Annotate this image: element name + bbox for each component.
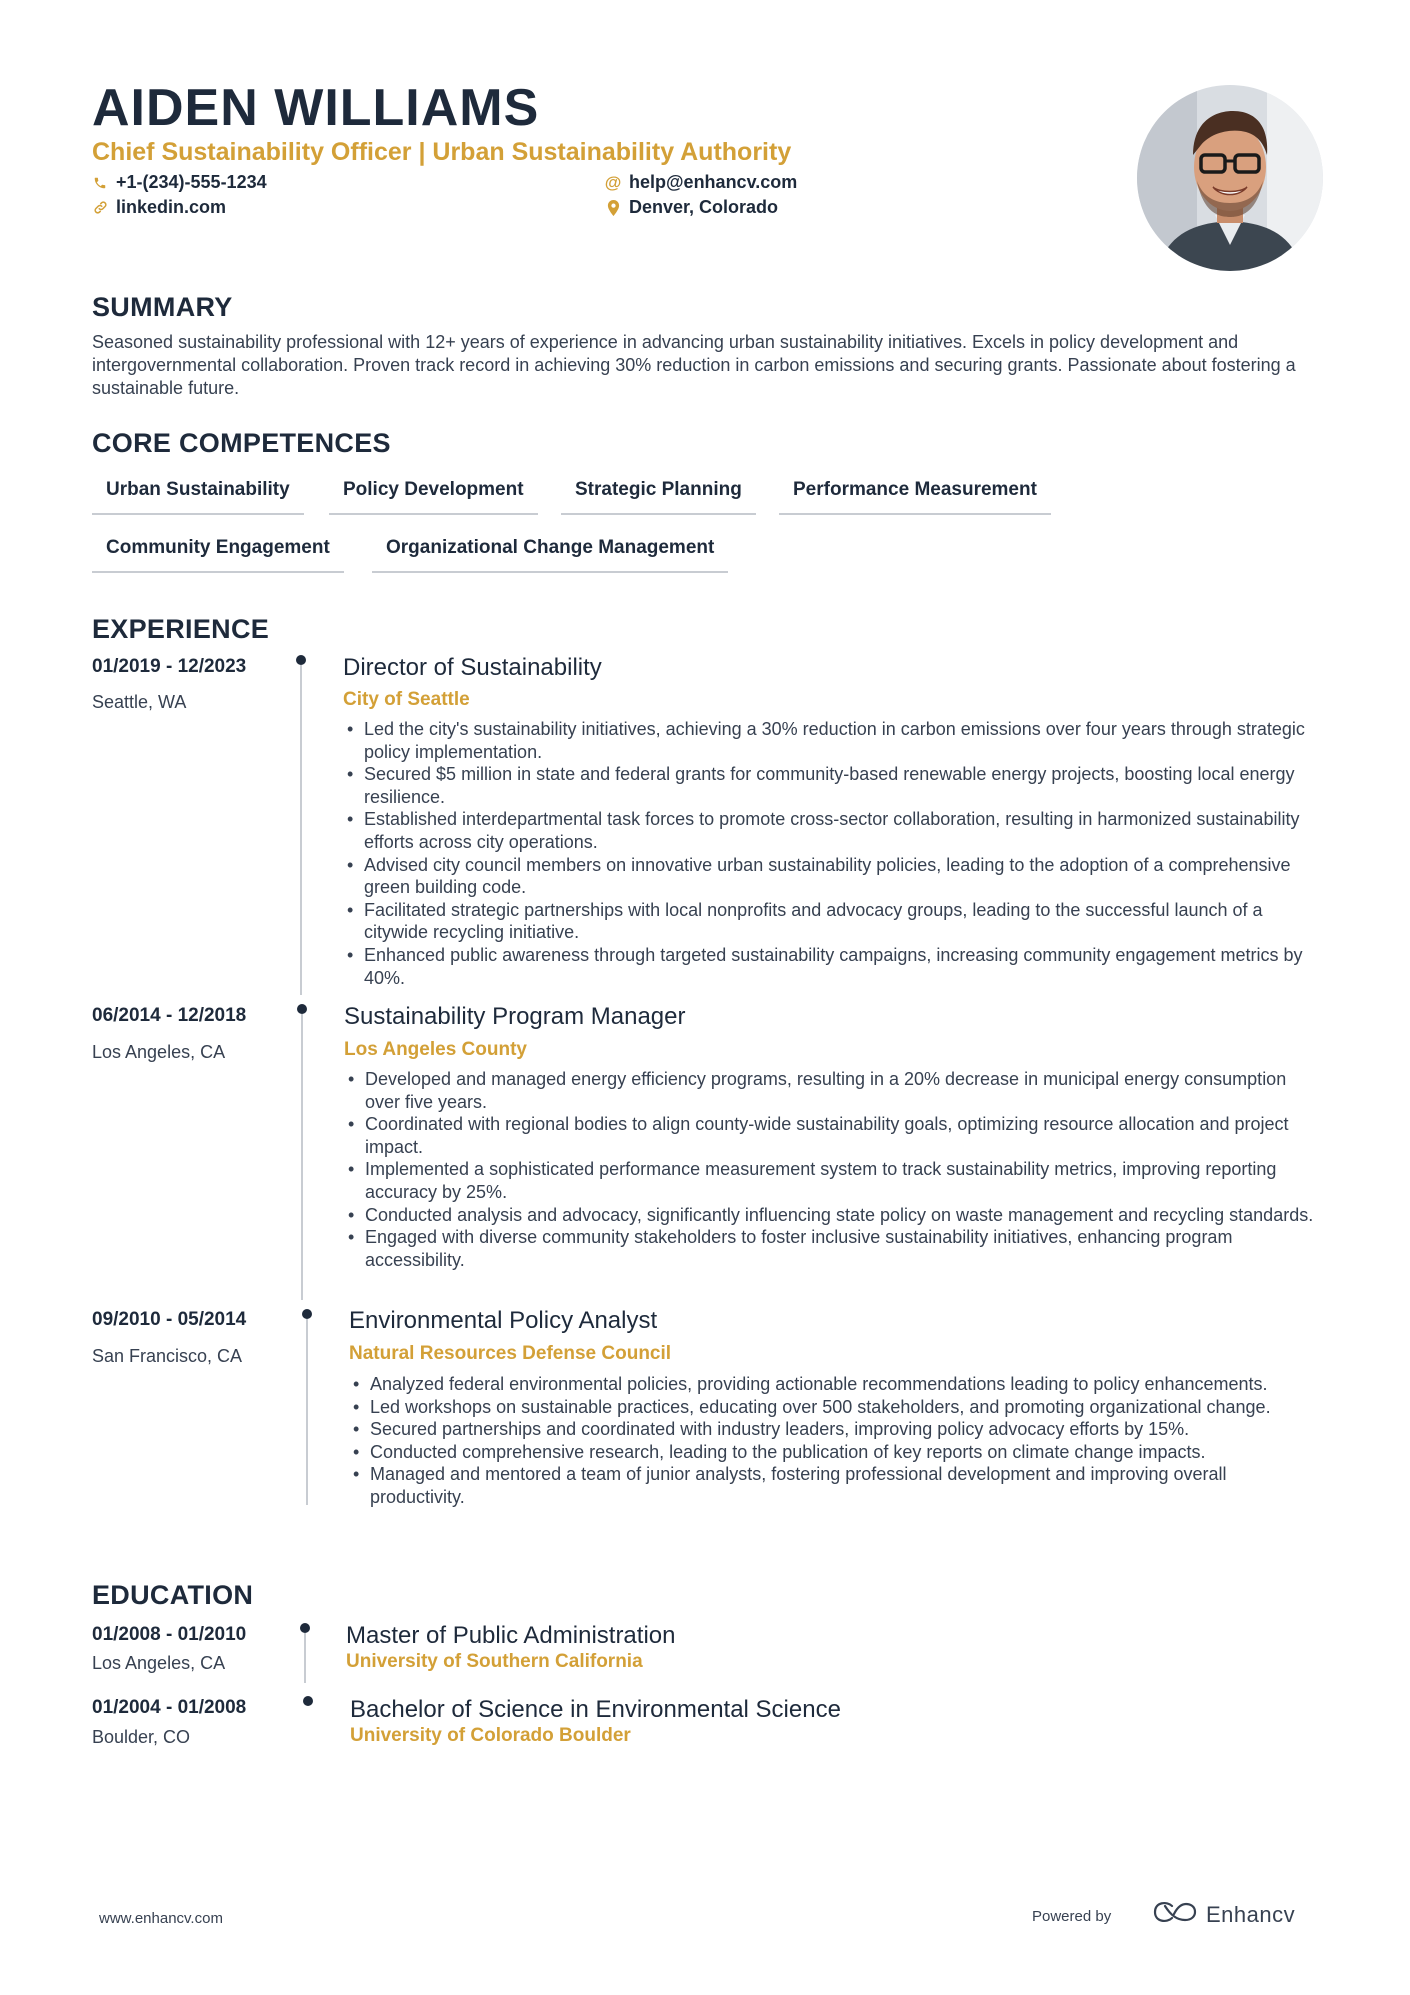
education-heading: EDUCATION bbox=[92, 1580, 254, 1610]
phone-icon bbox=[92, 175, 108, 191]
at-icon: @ bbox=[604, 172, 622, 192]
timeline-line bbox=[306, 1319, 308, 1505]
edu-dates: 01/2004 - 01/2008 bbox=[92, 1697, 247, 1718]
job-organization: Los Angeles County bbox=[344, 1039, 527, 1060]
job-location: San Francisco, CA bbox=[92, 1346, 243, 1366]
timeline-dot bbox=[296, 655, 306, 665]
edu-degree: Master of Public Administration bbox=[346, 1622, 676, 1649]
job-dates: 09/2010 - 05/2014 bbox=[92, 1309, 247, 1330]
job-bullet: • Developed and managed energy efficiency programs, resulting in a 20% decrease in municipal energy consumption over five years. bbox=[344, 1068, 1325, 1113]
job-title: Sustainability Program Manager bbox=[344, 1003, 686, 1030]
job-organization: Natural Resources Defense Council bbox=[349, 1343, 672, 1364]
summary-heading: SUMMARY bbox=[92, 292, 233, 322]
timeline-line bbox=[304, 1633, 306, 1683]
competence-tag: Strategic Planning bbox=[561, 479, 756, 515]
location-pin-icon bbox=[605, 200, 621, 216]
contact-location bbox=[605, 197, 778, 218]
experience-heading: EXPERIENCE bbox=[92, 614, 270, 644]
edu-school: University of Southern California bbox=[346, 1651, 643, 1672]
job-bullet: • Secured $5 million in state and federal grants for community-based renewable energy projects, boosting local energy resilience. bbox=[343, 763, 1325, 808]
competence-tag: Community Engagement bbox=[92, 537, 344, 573]
footer-url[interactable]: www.enhancv.com bbox=[99, 1910, 223, 1927]
contact-phone bbox=[92, 172, 267, 193]
timeline-dot bbox=[303, 1696, 313, 1706]
linkedin-text[interactable]: linkedin.com bbox=[116, 197, 227, 217]
job-bullet: • Facilitated strategic partnerships with local nonprofits and advocacy groups, leading to the successful launch of a citywide recycling initiative. bbox=[343, 899, 1325, 944]
avatar bbox=[1137, 85, 1323, 271]
contact-linkedin[interactable] bbox=[92, 197, 226, 218]
job-dates: 06/2014 - 12/2018 bbox=[92, 1005, 247, 1026]
edu-location: Boulder, CO bbox=[92, 1727, 191, 1747]
job-bullet: • Led the city's sustainability initiatives, achieving a 30% reduction in carbon emissions over four years through strategic policy implementation. bbox=[343, 718, 1325, 763]
job-bullet: • Secured partnerships and coordinated with industry leaders, improving policy advocacy efforts by 15%. bbox=[349, 1418, 1325, 1441]
job-title: Environmental Policy Analyst bbox=[349, 1307, 658, 1334]
brand-logo[interactable] bbox=[1152, 1900, 1295, 1930]
summary-text: Seasoned sustainability professional with 12+ years of experience in advancing urban sustainability initiatives. Excels in policy development and intergovernmental collaboration. Proven track record in achieving 30% reduction in carbon emissions and securing grants. Passionate about fostering a sustainable future. bbox=[92, 332, 1296, 398]
job-location: Los Angeles, CA bbox=[92, 1042, 226, 1062]
job-bullet: • Managed and mentored a team of junior analysts, fostering professional development and improving overall productivity. bbox=[349, 1463, 1325, 1508]
job-bullets bbox=[349, 1373, 1325, 1509]
edu-degree: Bachelor of Science in Environmental Science bbox=[350, 1696, 841, 1723]
job-dates: 01/2019 - 12/2023 bbox=[92, 656, 247, 677]
timeline-dot bbox=[300, 1623, 310, 1633]
job-bullets bbox=[343, 718, 1325, 989]
job-bullet: • Analyzed federal environmental policies, providing actionable recommendations leading to policy enhancements. bbox=[349, 1373, 1325, 1396]
timeline-line bbox=[300, 665, 302, 995]
job-bullet: • Coordinated with regional bodies to align county-wide sustainability goals, optimizing resource allocation and project impact. bbox=[344, 1113, 1325, 1158]
competence-tag: Policy Development bbox=[329, 479, 538, 515]
competence-tag: Urban Sustainability bbox=[92, 479, 304, 515]
job-bullet: • Led workshops on sustainable practices, educating over 500 stakeholders, and promoting organizational change. bbox=[349, 1396, 1325, 1419]
competence-tag: Performance Measurement bbox=[779, 479, 1051, 515]
location-text: Denver, Colorado bbox=[629, 197, 779, 217]
edu-school: University of Colorado Boulder bbox=[350, 1725, 631, 1746]
job-bullet: • Conducted comprehensive research, leading to the publication of key reports on climate change impacts. bbox=[349, 1441, 1325, 1464]
competences-heading: CORE COMPETENCES bbox=[92, 428, 391, 458]
job-bullet: • Enhanced public awareness through targeted sustainability campaigns, increasing community engagement metrics by 40%. bbox=[343, 944, 1325, 989]
job-location: Seattle, WA bbox=[92, 692, 187, 712]
competence-tag: Organizational Change Management bbox=[372, 537, 728, 573]
phone-text: +1-(234)-555-1234 bbox=[116, 172, 267, 192]
job-organization: City of Seattle bbox=[343, 689, 470, 710]
job-title: Director of Sustainability bbox=[343, 654, 602, 681]
job-bullet: • Conducted analysis and advocacy, significantly influencing state policy on waste management and recycling standards. bbox=[344, 1204, 1325, 1227]
enhancv-logo-icon bbox=[1152, 1900, 1198, 1930]
job-bullet: • Implemented a sophisticated performance measurement system to track sustainability metrics, improving reporting accuracy by 25%. bbox=[344, 1158, 1325, 1203]
job-bullet: • Engaged with diverse community stakeholders to foster inclusive sustainability initiatives, enhancing program accessibility. bbox=[344, 1226, 1325, 1271]
email-text[interactable]: help@enhancv.com bbox=[629, 172, 798, 192]
brand-name: Enhancv bbox=[1206, 1902, 1296, 1927]
job-bullet: • Advised city council members on innovative urban sustainability policies, leading to the adoption of a comprehensive green building code. bbox=[343, 854, 1325, 899]
timeline-line bbox=[301, 1014, 303, 1300]
job-bullets bbox=[344, 1068, 1325, 1271]
timeline-dot bbox=[302, 1309, 312, 1319]
timeline-dot bbox=[297, 1004, 307, 1014]
link-icon bbox=[92, 200, 108, 216]
powered-by-label: Powered by bbox=[1032, 1908, 1112, 1925]
contact-email[interactable] bbox=[605, 172, 797, 193]
candidate-name: AIDEN WILLIAMS bbox=[92, 79, 540, 137]
candidate-headline: Chief Sustainability Officer | Urban Sustainability Authority bbox=[92, 138, 792, 166]
edu-dates: 01/2008 - 01/2010 bbox=[92, 1624, 247, 1645]
job-bullet: • Established interdepartmental task forces to promote cross-sector collaboration, resulting in harmonized sustainability efforts across city operations. bbox=[343, 808, 1325, 853]
edu-location: Los Angeles, CA bbox=[92, 1653, 226, 1673]
